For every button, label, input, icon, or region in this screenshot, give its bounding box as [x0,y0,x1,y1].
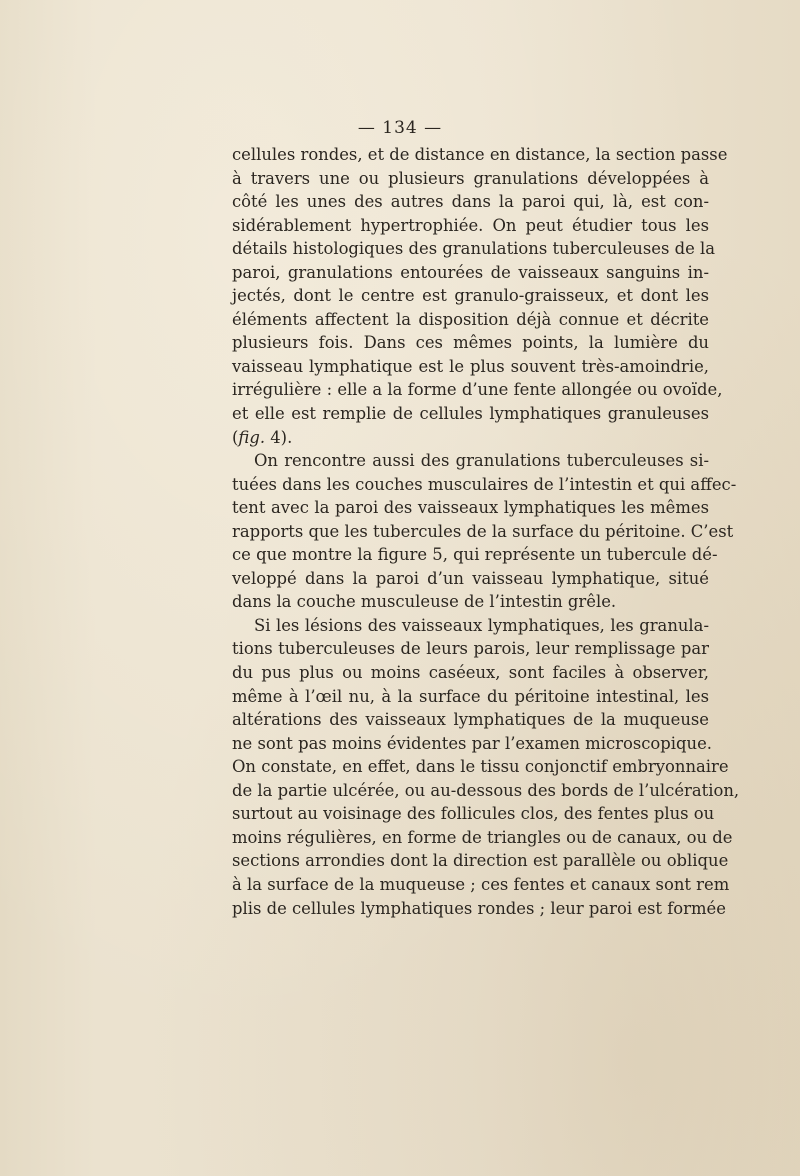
text-line: rapports que les tubercules de la surface du péritoine. C’est [232,521,734,541]
text-line: irrégulière : elle a la forme d’une fente allongée ou ovoïde, [232,380,723,400]
text-line: détails histologiques des granulations tuberculeuses de la [232,239,716,259]
text-line: à la surface de la muqueuse ; ces fentes et canaux sont rem [232,874,730,894]
text-line: surtout au voisinage des follicules clos, des fentes plus ou [232,804,715,824]
text-line: plis de cellules lymphatiques rondes ; leur paroi est formée [232,898,726,918]
text-line: tent avec la paroi des vaisseaux lymphatiques les mêmes [232,498,709,518]
text-line: jectés, dont le centre est granulo-graisseux, et dont les [232,286,709,306]
text-line: Si les lésions des vaisseaux lymphatiques, les granula- [254,615,709,635]
page-number: — 134 — [357,118,443,138]
text-line: tuées dans les couches musculaires de l’intestin et qui affec- [232,474,737,494]
text-line: ne sont pas moins évidentes par l’examen microscopique. [232,733,712,753]
text-line: de la partie ulcérée, ou au-dessous des bords de l’ulcération, [232,780,740,800]
text-line: (fig. 4). [232,427,293,447]
text-line: cellules rondes, et de distance en distance, la section passe [232,145,728,164]
text-line: tions tuberculeuses de leurs parois, leur remplissage par [232,639,709,659]
text-line: à travers une ou plusieurs granulations développées à [232,168,709,188]
text-line: et elle est remplie de cellules lymphatiques granuleuses [232,404,709,424]
text-line: sections arrondies dont la direction est parallèle ou oblique [232,851,729,871]
text-line: altérations des vaisseaux lymphatiques de la muqueuse [232,710,709,730]
text-line: côté les unes des autres dans la paroi qui, là, est con- [232,192,709,212]
text-line: du pus plus ou moins caséeux, sont faciles à observer, [232,663,709,683]
text-line: moins régulières, en forme de triangles ou de canaux, ou de [232,827,733,847]
text-line: même à l’œil nu, à la surface du péritoine intestinal, les [232,686,709,706]
text-line: paroi, granulations entourées de vaisseaux sanguins in- [232,262,709,282]
text-line: éléments affectent la disposition déjà connue et décrite [232,309,709,329]
text-line: dans la couche musculeuse de l’intestin grêle. [232,592,617,612]
body-text [232,143,740,920]
text-line: plusieurs fois. Dans ces mêmes points, la lumière du [232,333,709,353]
text-line: On rencontre aussi des granulations tuberculeuses si- [254,451,709,471]
text-line: On constate, en effet, dans le tissu conjonctif embryonnaire [232,757,729,777]
text-line: vaisseau lymphatique est le plus souvent très-amoindrie, [232,356,709,376]
text-line: ce que montre la figure 5, qui représente un tubercule dé- [232,545,718,565]
text-line: sidérablement hypertrophiée. On peut étudier tous les [232,215,709,235]
text-line: veloppé dans la paroi d’un vaisseau lymphatique, situé [232,568,709,588]
